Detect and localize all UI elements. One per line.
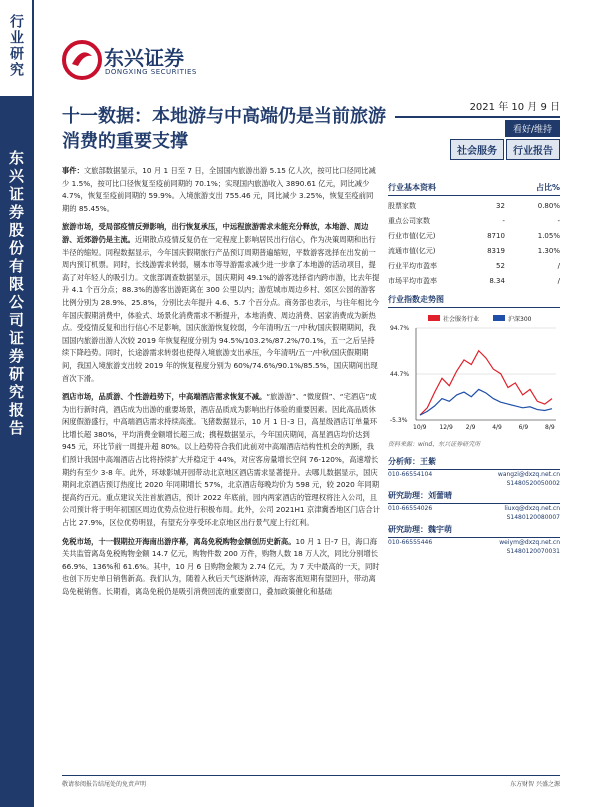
- footer-slogan: 东方财智 兴盛之源: [510, 781, 560, 788]
- x-tick-label: 2/9: [465, 424, 476, 431]
- basic-info-title: 行业基本资料: [388, 183, 436, 192]
- x-tick-label: 4/9: [492, 424, 502, 431]
- info-value: 8319: [487, 246, 505, 255]
- info-pct: /: [557, 261, 560, 270]
- paragraph: [62, 391, 380, 530]
- paragraph-text: 近期散点疫情反复仍在一定程度上影响居民出行信心，作为决策周期和出行半径的缩短。同程数据显示，今年国庆假期旅行产品预订周期普遍缩短，平数游客选择在出发前一周内预订机票。同时，长线游需求转弱，剔本市等导游需求减少进一步拿了本地游的活动项目，提高了对年轻人的吸引力。文旅部调查数据显示，国庆期间 49.1%的游客选择省内跨市游，比去年提升 4.1 个百分点；88.3%的游客出游距离在 300 公里以内；游览城市周边乡村、郊区公园的游客比例分别为 28.9%、25.8%，分别比去年提升 4.6、5.7 个百分点。商务部也表示，与往年相比今年国庆假期消费中，体验式、场景化消费需求不断提升，本地消费、周边消费、居家消费成为新热点。受疫情反复和出行信心不足影响，国庆旅游恢复较弱，今年清明/五一/中秋/国庆假期期间，我国国内旅游出游人次较 2019 年恢复程度分别为 94.5%/103.2%/87.2%/70.1%，五一之后呈持续下降趋势。同时，长途游需求转弱也使得入境旅游支出承压，今年清明/五一/中秋/国庆假期期间，我国入境旅游支出较 2019 年的恢复程度分别为 60%/74.6%/90.1%/85.5%，国庆期间出现首次下滑。: [62, 234, 380, 383]
- info-row: [388, 243, 560, 258]
- info-row: [388, 213, 560, 228]
- analyst-cert-row: [388, 547, 560, 556]
- analyst-email[interactable]: liuxq@dxzq.net.cn: [504, 505, 560, 512]
- analyst-contact: [388, 470, 560, 479]
- y-tick-label: -5.3%: [390, 417, 408, 424]
- analyst-phone: 010-66554104: [388, 471, 433, 478]
- chart-source: 资料来源：wind、东兴证券研究所: [388, 441, 481, 448]
- report-body: [62, 165, 380, 599]
- analyst-name: 分析师：王紫: [388, 454, 560, 470]
- analyst-cert: S1480120070031: [506, 548, 560, 555]
- x-tick-label: 6/9: [518, 424, 529, 431]
- basic-info-header: [388, 182, 560, 196]
- report-date: 2021 年 10 月 9 日: [395, 98, 560, 118]
- info-label: 流通市值(亿元): [388, 246, 436, 255]
- info-label: 重点公司家数: [388, 216, 430, 225]
- index-chart: [388, 312, 560, 437]
- paragraph: [62, 536, 380, 599]
- pct-header: 占比%: [535, 183, 560, 192]
- info-row: [388, 228, 560, 243]
- x-tick-label: 8/9: [545, 424, 555, 431]
- y-tick-label: 94.7%: [390, 325, 410, 332]
- analyst-cert-row: [388, 479, 560, 488]
- info-pct: 1.30%: [537, 246, 560, 255]
- info-row: [388, 198, 560, 213]
- category-label: 行业研究: [8, 14, 24, 78]
- x-tick-label: 10/9: [413, 424, 427, 431]
- logo-cn-text: 东兴证券: [104, 46, 184, 70]
- info-label: 行业市值(亿元): [388, 231, 436, 240]
- paragraph-text: 文旅部数据显示，10 月 1 日至 7 日，全国国内旅游出游 5.15 亿人次，按可比口径同比减少 1.5%，按可比口径恢复至疫前同期的 70.1%；实现国内旅游收入 3890.61 亿元，同比减少 4.7%，恢复至疫前同期的 59.9%。入境旅游支出 755.46 元，同比减少 3.25%，恢复至疫前同期的 85.45%。: [62, 166, 376, 213]
- analyst-cert-row: [388, 513, 560, 522]
- sidebar: [0, 0, 34, 807]
- analyst-name: 研究助理：魏宇萌: [388, 522, 560, 538]
- logo-en-text: DONGXING SECURITIES: [105, 68, 197, 76]
- info-value: 32: [495, 201, 505, 210]
- paragraph-lead: 酒店市场，品质游、个性游趋势下，中高端酒店需求恢复不减。: [62, 392, 267, 402]
- logo-mark-icon: [62, 40, 102, 80]
- legend-swatch: [493, 315, 505, 321]
- y-tick-label: 44.7%: [390, 371, 410, 378]
- legend-label: 社会服务行业: [443, 316, 480, 323]
- info-label: 行业平均市盈率: [388, 261, 437, 270]
- chart-title: 行业指数走势图: [388, 295, 444, 304]
- side-panel: [388, 182, 560, 556]
- industry-label: 社会服务: [450, 139, 504, 160]
- info-value: 8.34: [489, 276, 505, 285]
- company-name: 东兴证券股份有限公司证券研究报告: [7, 150, 25, 438]
- paragraph-lead: 事件：: [62, 166, 84, 175]
- info-pct: 1.05%: [537, 231, 560, 240]
- index-chart-svg: [388, 312, 560, 437]
- paragraph-text: 10 月 1 日-7 日，海口海关共监管离岛免税购物金额 14.7 亿元，购物件数 200 万件，购物人数 18 万人次，同比分别增长 66.9%、136%和 61.6%。其中，10 月 6 日购物金额为 2.74 亿元，为 7 天中最高的一天，同时也创下历史单日销售新高。我们认为，随着入秋后天气逐渐转凉，海南客流短期有望回升，带动离岛免税销售。长期看，离岛免税仍是吸引消费回流的重要窗口，叠加政策催化和基础: [62, 536, 380, 596]
- info-label: 市场平均市盈率: [388, 276, 437, 285]
- info-pct: 0.80%: [537, 201, 560, 210]
- info-value: -: [502, 216, 505, 225]
- info-label: 股票家数: [388, 201, 416, 210]
- paragraph: [62, 165, 380, 215]
- info-pct: /: [557, 276, 560, 285]
- paragraph-text: “旅游游”、“微度假”、“宅酒店”成为出行新时尚，酒店成为出游的重要场景，酒店品质成为影响出行体验的重要因素。因此高品质休闲度假游盛行，中高端酒店需求持续高涨。飞猪数据显示，10 月 1 日-3 日，高星级酒店订单量环比增长超 380%，平均消费金额增长超三成；携程数据显示，今年国庆期间，高星酒店均价达到 945 元，环比节前一周提升超 80%。以上趋势符合我们此前对中高端酒店结构性机会的判断，我们预计我国中高端酒店占比将持续扩大并稳定于 44%，对应客房量增长空间 76-120%，高速增长期约有至少 3-8 年。此外，环球影城开园带动北京地区酒店需求显著提升。去哪儿数据显示，国庆期间北京酒店预订热度比 2020 年同期增长 57%，北京酒店每晚均价为 598 元，较 2020 年同期提高约百元。重点建议关注首旅酒店，预计 2022 年底前，园内两家酒店的管理权将注入公司，且公司预计将于明年初国区周边优势点位进行积极布局。此外，公司 2021H1 京津冀香地区门店合计占比 27.9%，区位优势明显，有望充分享受环北京地区出行景气度上行红利。: [62, 392, 380, 528]
- page-footer: [62, 775, 560, 788]
- report-title: 十一数据：本地游与中高端仍是当前旅游消费的重要支撑: [62, 106, 386, 152]
- info-value: 8710: [487, 231, 505, 240]
- report-type-label: 行业报告: [506, 139, 560, 160]
- category-tag: [0, 0, 34, 96]
- footer-disclaimer: 敬请参阅报告结尾处的免责声明: [62, 781, 147, 788]
- analyst-cert: S1480520050002: [506, 480, 560, 487]
- legend-label: 沪深300: [508, 316, 532, 323]
- report-meta: [395, 98, 560, 160]
- info-row: [388, 273, 560, 288]
- analyst-email[interactable]: weiym@dxzq.net.cn: [499, 539, 560, 546]
- analyst-list: [388, 454, 560, 556]
- legend-swatch: [428, 315, 440, 321]
- chart-header: [388, 294, 560, 308]
- paragraph: [62, 221, 380, 385]
- company-logo: [62, 40, 222, 90]
- basic-info-table: [388, 198, 560, 288]
- series-line: [420, 351, 552, 415]
- info-row: [388, 258, 560, 273]
- analyst-contact: [388, 504, 560, 513]
- paragraph-lead: 旅游市场，受局部疫情反弹影响，出行恢复承压，中远程旅游需求未能充分释放，本地游、周边游、近郊游仍是主流。: [62, 222, 369, 244]
- analyst-name: 研究助理：刘蕾晴: [388, 488, 560, 504]
- analyst-cert: S1480120080007: [506, 514, 560, 521]
- rating-badge: 看好/维持: [505, 120, 560, 137]
- analyst-phone: 010-66555446: [388, 539, 433, 546]
- x-tick-label: 12/9: [439, 424, 453, 431]
- analyst-contact: [388, 538, 560, 547]
- analyst-phone: 010-66554026: [388, 505, 433, 512]
- analyst-email[interactable]: wangzi@dxzq.net.cn: [497, 471, 560, 478]
- info-value: 52: [495, 261, 505, 270]
- paragraph-lead: 免税市场，十一假期拉开海南出游序幕，离岛免税购物金额创历史新高。: [62, 536, 296, 546]
- info-pct: -: [557, 216, 560, 225]
